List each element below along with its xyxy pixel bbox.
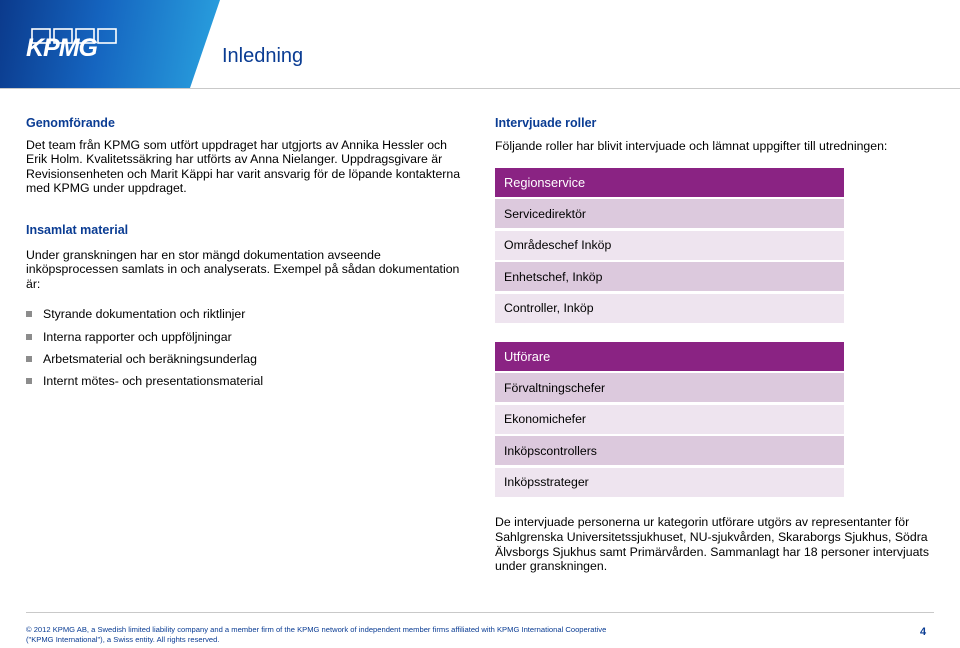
bullet-square-icon — [26, 334, 32, 340]
text-line: Erik Holm. Kvalitetssäkring har utförts av Anna Nielanger. Uppdragsgivare är — [26, 152, 443, 167]
group-header: Regionservice — [495, 168, 844, 197]
footer-divider — [26, 612, 934, 613]
list-item-label: Arbetsmaterial och beräkningsunderlag — [43, 351, 257, 366]
genomforande-text — [26, 138, 466, 196]
footer-line: ("KPMG International"), a Swiss entity. All rights reserved. — [26, 635, 220, 644]
footer-line: © 2012 KPMG AB, a Swedish limited liability company and a member firm of the KPMG network of independent member firms affiliated with KPMG International Cooperative — [26, 625, 607, 634]
interview-note — [495, 515, 935, 574]
page-number: 4 — [920, 626, 927, 638]
text-line: är: — [26, 276, 41, 291]
text-line: Sahlgrenska Universitetssjukhuset, NU-sjukvården, Skaraborgs Sjukhus, Södra — [495, 529, 928, 544]
text-line: Älvsborgs Sjukhus samt Primärvården. Sammanlagt har 18 personer intervjuats — [495, 544, 929, 559]
right-column — [495, 116, 935, 153]
group-header: Utförare — [495, 342, 844, 371]
list-item — [26, 352, 466, 367]
text-line: inköpsprocessen samlats in och analyserats. Exempel på sådan dokumentation — [26, 262, 460, 277]
left-column — [26, 116, 466, 396]
header-divider — [0, 88, 960, 89]
bullet-square-icon — [26, 378, 32, 384]
text-line: Revisionsenheten och Marit Käppi har varit ansvarig för de löpande kontakterna — [26, 166, 461, 181]
intro-text: Följande roller har blivit intervjuade och lämnat uppgifter till utredningen: — [495, 138, 888, 153]
role-row: Ekonomichefer — [495, 405, 844, 434]
list-item-label: Internt mötes- och presentationsmaterial — [43, 373, 264, 388]
heading-intervjuade-roller: Intervjuade roller — [495, 116, 597, 130]
bullet-square-icon — [26, 356, 32, 362]
footer-copyright — [26, 625, 726, 645]
role-row: Inköpsstrateger — [495, 468, 844, 497]
text-line: Det team från KPMG som utfört uppdraget har utgjorts av Annika Hessler och — [26, 137, 448, 152]
list-item — [26, 330, 466, 345]
role-row: Förvaltningschefer — [495, 373, 844, 402]
kpmg-logo: KPMG — [26, 34, 97, 62]
list-item-label: Interna rapporter och uppföljningar — [43, 329, 232, 344]
role-row: Controller, Inköp — [495, 294, 844, 323]
text-line: under granskningen. — [495, 559, 608, 574]
list-item — [26, 374, 466, 389]
document-list — [26, 307, 466, 388]
heading-genomforande: Genomförande — [26, 116, 115, 130]
bullet-square-icon — [26, 311, 32, 317]
role-row: Servicedirektör — [495, 199, 844, 228]
role-row: Områdeschef Inköp — [495, 231, 844, 260]
page-title: Inledning — [222, 45, 304, 67]
roles-table-utforare — [495, 342, 844, 499]
role-row: Enhetschef, Inköp — [495, 262, 844, 291]
roles-table-regionservice — [495, 168, 844, 325]
list-item — [26, 307, 466, 322]
role-row: Inköpscontrollers — [495, 436, 844, 465]
list-item-label: Styrande dokumentation och riktlinjer — [43, 307, 246, 322]
heading-insamlat-material: Insamlat material — [26, 222, 129, 237]
text-line: med KPMG under uppdraget. — [26, 181, 187, 196]
text-line: Under granskningen har en stor mängd dokumentation avseende — [26, 247, 381, 262]
insamlat-text — [26, 248, 466, 292]
text-line: De intervjuade personerna ur kategorin utförare utgörs av representanter för — [495, 515, 910, 529]
